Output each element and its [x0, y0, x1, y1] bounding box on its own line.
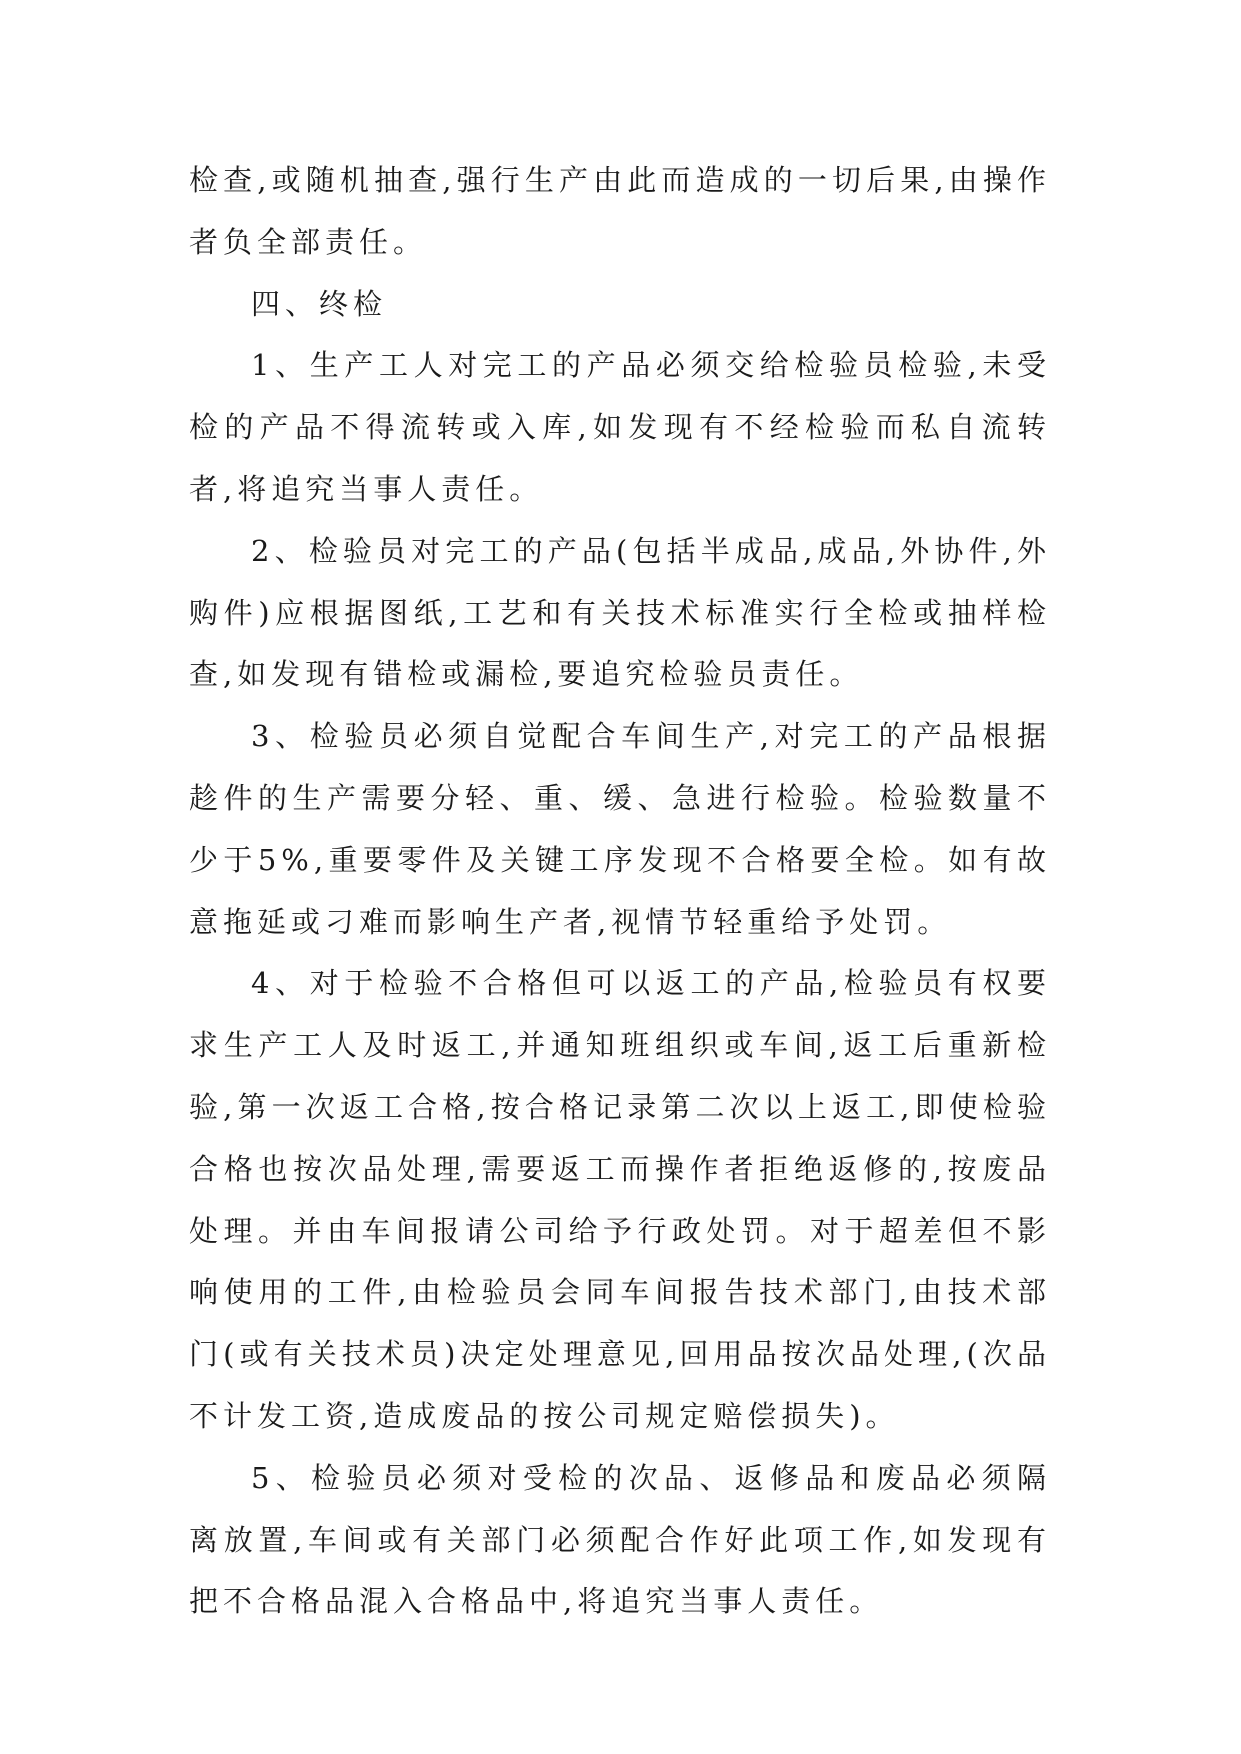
document-body [189, 150, 1051, 1633]
paragraph-item-1: 1、生产工人对完工的产品必须交给检验员检验,未受检的产品不得流转或入库,如发现有不经检验而私自流转者,将追究当事人责任。 [189, 348, 1051, 506]
paragraph-continuation: 检查,或随机抽查,强行生产由此而造成的一切后果,由操作者负全部责任。 [189, 163, 1051, 259]
paragraph-item-4: 4、对于检验不合格但可以返工的产品,检验员有权要求生产工人及时返工,并通知班组织或车间,返工后重新检验,第一次返工合格,按合格记录第二次以上返工,即使检验合格也按次品处理,需要返工而操作者拒绝返修的,按废品处理。并由车间报请公司给予行政处罚。对于超差但不影响使用的工件,由检验员会同车间报告技术部门,由技术部门(或有关技术员)决定处理意见,回用品按次品处理,(次品不计发工资,造成废品的按公司规定赔偿损失)。 [189, 966, 1051, 1433]
paragraph-item-3: 3、检验员必须自觉配合车间生产,对完工的产品根据趁件的生产需要分轻、重、缓、急进行检验。检验数量不少于5%,重要零件及关键工序发现不合格要全检。如有故意拖延或刁难而影响生产者,视情节轻重给予处罚。 [189, 719, 1051, 939]
paragraph-item-5: 5、检验员必须对受检的次品、返修品和废品必须隔离放置,车间或有关部门必须配合作好此项工作,如发现有把不合格品混入合格品中,将追究当事人责任。 [189, 1460, 1051, 1619]
paragraph-item-2: 2、检验员对完工的产品(包括半成品,成品,外协件,外购件)应根据图纸,工艺和有关技术标准实行全检或抽样检查,如发现有错检或漏检,要追究检验员责任。 [189, 533, 1051, 692]
section-heading-final-inspection: 四、终检 [251, 286, 388, 321]
